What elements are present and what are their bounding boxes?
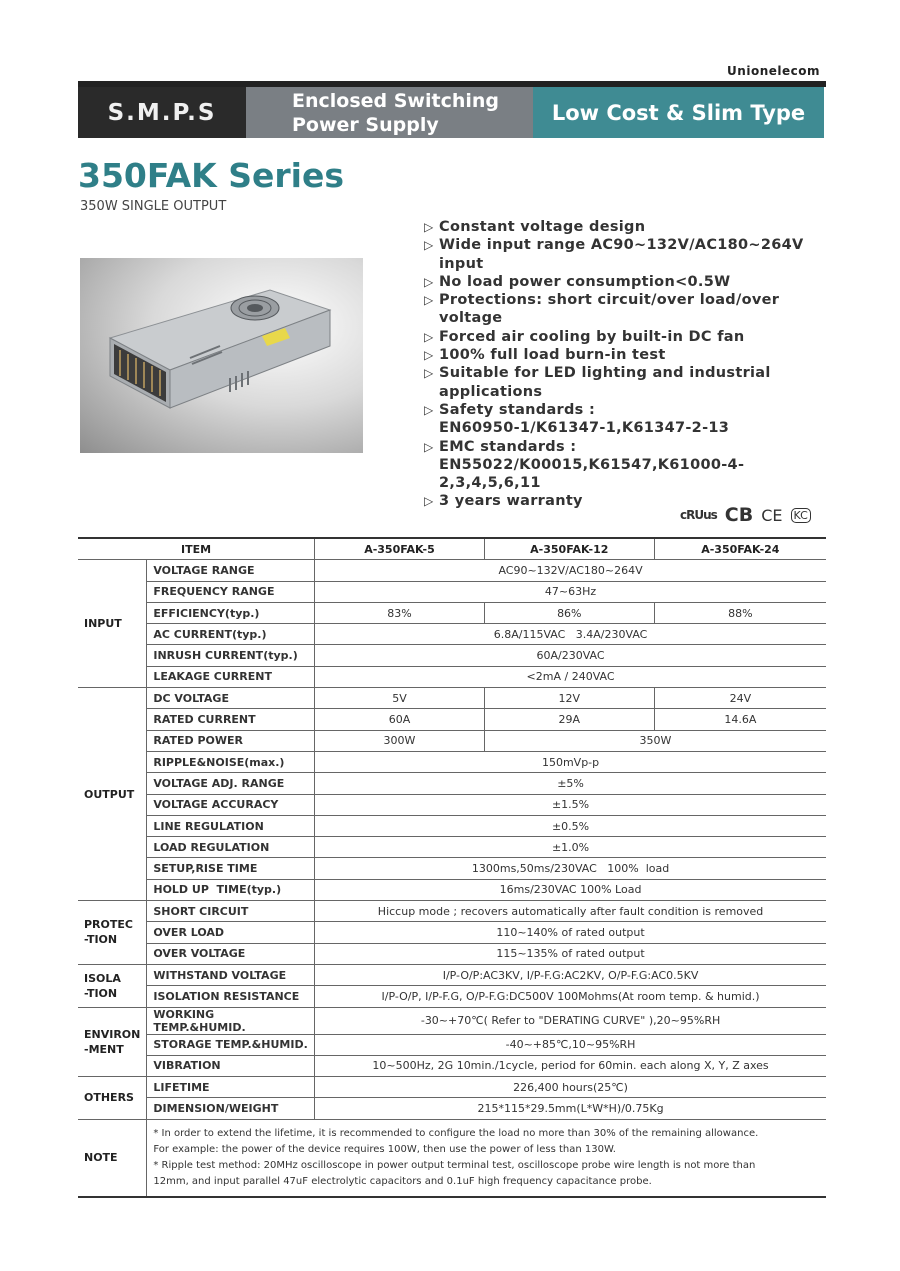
feature-item: ▷ Forced air cooling by built-in DC fan <box>424 328 745 345</box>
table-row: LEAKAGE CURRENT <2mA / 240VAC <box>78 666 826 687</box>
series-subtitle: 350W SINGLE OUTPUT <box>80 199 227 214</box>
table-row: PROTEC -TION SHORT CIRCUIT Hiccup mode ; recovers automatically after fault condition is removed <box>78 901 826 922</box>
spec-table <box>78 537 826 1198</box>
enclosed-line-1: Enclosed Switching <box>292 89 500 112</box>
table-row: FREQUENCY RANGE 47~63Hz <box>78 581 826 602</box>
enclosed-line-2: Power Supply <box>292 113 439 136</box>
group-environment: ENVIRON -MENT <box>78 1007 147 1077</box>
smps-banner: S.M.P.S <box>78 87 246 138</box>
table-row: SETUP,RISE TIME 1300ms,50ms/230VAC 100% load <box>78 858 826 879</box>
table-row: STORAGE TEMP.&HUMID. -40~+85℃,10~95%RH <box>78 1034 826 1055</box>
table-row: OUTPUT DC VOLTAGE 5V 12V 24V <box>78 688 826 709</box>
cb-mark-icon: CB <box>724 504 754 526</box>
feature-item: ▷ No load power consumption<0.5W <box>424 273 731 290</box>
table-row: AC CURRENT(typ.) 6.8A/115VAC 3.4A/230VAC <box>78 624 826 645</box>
triangle-bullet-icon: ▷ <box>424 494 434 509</box>
group-output: OUTPUT <box>78 688 147 901</box>
table-row: ENVIRON -MENT WORKING TEMP.&HUMID. -30~+70℃( Refer to "DERATING CURVE" ),20~95%RH <box>78 1007 826 1034</box>
table-row: HOLD UP TIME(typ.) 16ms/230VAC 100% Load <box>78 879 826 900</box>
ul-mark-icon: cRUus <box>680 508 717 522</box>
feature-item: ▷ Safety standards : EN60950-1/K61347-1,K61347-2-13 <box>424 401 730 437</box>
triangle-bullet-icon: ▷ <box>424 439 434 454</box>
table-row: OTHERS LIFETIME 226,400 hours(25℃) <box>78 1077 826 1098</box>
product-photo <box>80 258 363 453</box>
table-row: OVER LOAD 110~140% of rated output <box>78 922 826 943</box>
series-title: 350FAK Series <box>78 156 344 195</box>
col-item: ITEM <box>78 538 315 560</box>
table-row: LOAD REGULATION ±1.0% <box>78 837 826 858</box>
triangle-bullet-icon: ▷ <box>424 329 434 344</box>
triangle-bullet-icon: ▷ <box>424 293 434 308</box>
feature-item: ▷ 3 years warranty <box>424 493 583 510</box>
table-row: INRUSH CURRENT(typ.) 60A/230VAC <box>78 645 826 666</box>
table-row: ISOLATION RESISTANCE I/P-O/P, I/P-F.G, O/P-F.G:DC500V 100Mohms(At room temp. & humid.) <box>78 986 826 1007</box>
table-row: DIMENSION/WEIGHT 215*115*29.5mm(L*W*H)/0.75Kg <box>78 1098 826 1119</box>
table-row: RIPPLE&NOISE(max.) 150mVp-p <box>78 751 826 772</box>
feature-item: ▷ Suitable for LED lighting and industrial applications <box>424 365 771 400</box>
col-model-5: A-350FAK-5 <box>315 538 485 560</box>
table-row: VIBRATION 10~500Hz, 2G 10min./1cycle, period for 60min. each along X, Y, Z axes <box>78 1055 826 1076</box>
feature-item: ▷ Wide input range AC90~132V/AC180~264V input <box>424 237 804 272</box>
group-note: NOTE <box>78 1119 147 1197</box>
table-row: INPUT VOLTAGE RANGE AC90~132V/AC180~264V <box>78 560 826 581</box>
feature-item: ▷ EMC standards : EN55022/K00015,K61547,K61000-4-2,3,4,5,6,11 <box>424 438 745 492</box>
kc-mark-icon: KC <box>791 508 811 523</box>
triangle-bullet-icon: ▷ <box>424 238 434 253</box>
note-row <box>78 1119 826 1197</box>
triangle-bullet-icon: ▷ <box>424 348 434 363</box>
table-row: RATED CURRENT 60A 29A 14.6A <box>78 709 826 730</box>
group-isolation: ISOLA -TION <box>78 964 147 1007</box>
table-header-row <box>78 538 826 560</box>
notes <box>147 1119 826 1197</box>
triangle-bullet-icon: ▷ <box>424 402 434 417</box>
table-row: LINE REGULATION ±0.5% <box>78 815 826 836</box>
triangle-bullet-icon: ▷ <box>424 274 434 289</box>
ce-mark-icon: CE <box>761 505 783 525</box>
table-row: OVER VOLTAGE 115~135% of rated output <box>78 943 826 964</box>
power-supply-image <box>80 258 363 453</box>
triangle-bullet-icon: ▷ <box>424 366 434 381</box>
group-others: OTHERS <box>78 1077 147 1120</box>
col-model-12: A-350FAK-12 <box>484 538 654 560</box>
table-row: VOLTAGE ACCURACY ±1.5% <box>78 794 826 815</box>
group-protection: PROTEC -TION <box>78 901 147 965</box>
col-model-24: A-350FAK-24 <box>654 538 826 560</box>
slim-type-banner: Low Cost & Slim Type <box>533 87 824 138</box>
feature-list <box>424 218 834 511</box>
table-row: VOLTAGE ADJ. RANGE ±5% <box>78 773 826 794</box>
triangle-bullet-icon: ▷ <box>424 220 434 234</box>
feature-item: ▷ Constant voltage design <box>424 219 646 235</box>
certification-marks <box>680 504 811 526</box>
table-row: ISOLA -TION WITHSTAND VOLTAGE I/P-O/P:AC3KV, I/P-F.G:AC2KV, O/P-F.G:AC0.5KV <box>78 964 826 985</box>
enclosed-banner <box>246 87 533 138</box>
brand-name: Unionelecom <box>727 64 820 78</box>
feature-item: ▷ Protections: short circuit/over load/over voltage <box>424 292 780 327</box>
feature-item: ▷ 100% full load burn-in test <box>424 347 666 364</box>
table-row: RATED POWER 300W 350W <box>78 730 826 751</box>
table-row: EFFICIENCY(typ.) 83% 86% 88% <box>78 602 826 623</box>
group-input: INPUT <box>78 560 147 688</box>
note-text: * In order to extend the lifetime, it is recommended to configure the load no more than 30% of the remaining allowance. For example: the power of the device requires 100W, then use the power of less than 130W. <box>153 1127 759 1155</box>
note-text: * Ripple test method: 20MHz oscilloscope in power output terminal test, oscilloscope probe wire length is not more than 12mm, and input parallel 47uF electrolytic capacitors and 0.1uF high frequency capacitance probe. <box>153 1159 756 1187</box>
